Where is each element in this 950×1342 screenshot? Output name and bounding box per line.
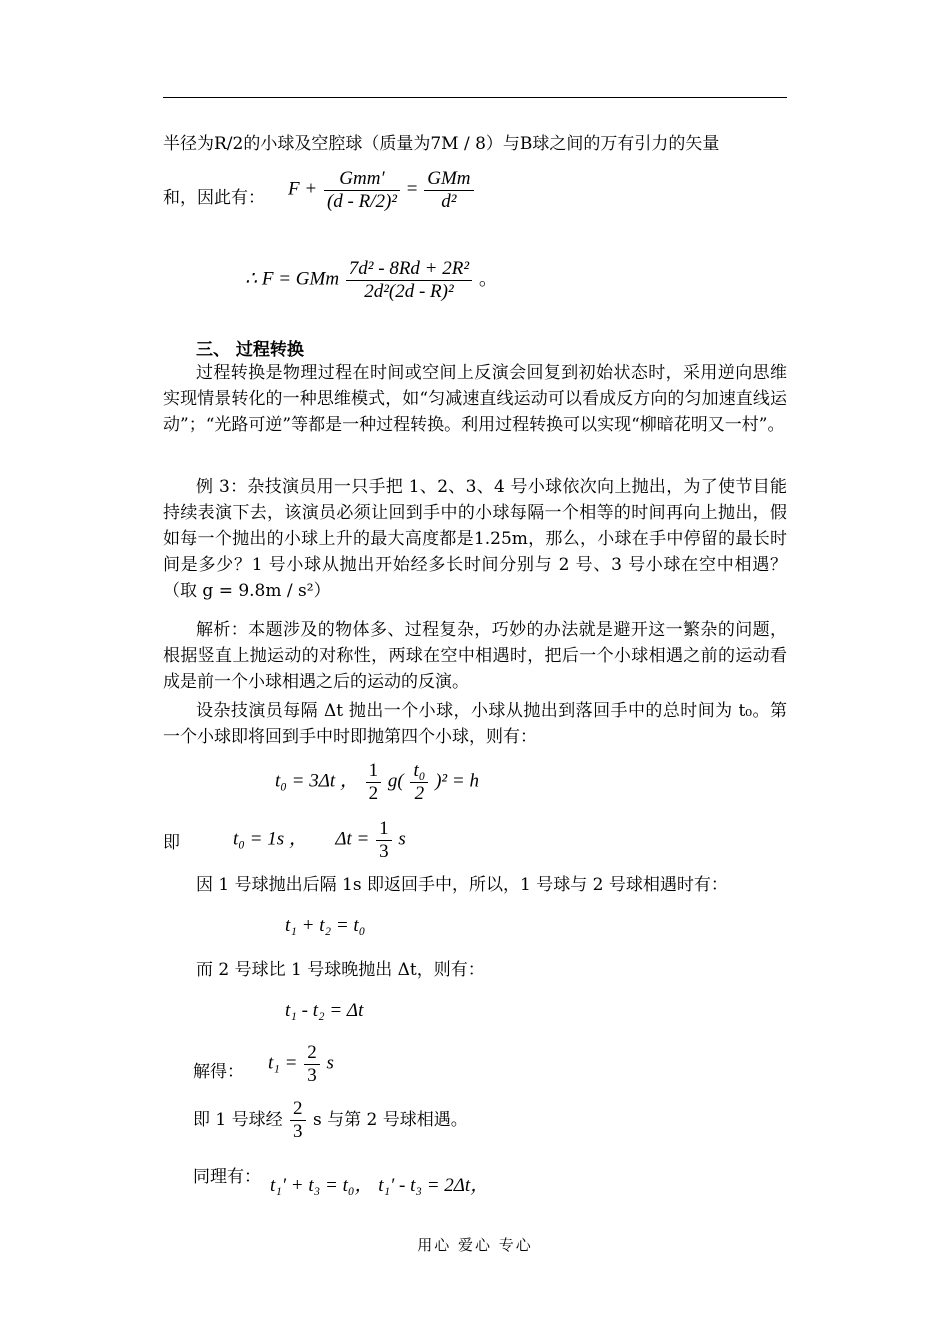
eq1-fraction <box>324 168 400 213</box>
eq4-part-b: Δt = <box>335 828 370 850</box>
text-ball-2: 而 2 号球比 1 号球晚抛出 Δt，则有： <box>196 960 485 980</box>
eq1-rhs-fraction <box>424 168 473 213</box>
paragraph-analysis: 解析：本题涉及的物体多、过程复杂，巧妙的办法就是避开这一繁杂的问题，根据竖直上抛运动的对称性，两球在空中相遇时，把后一个小球相遇之前的运动看成是前一个小球相遇之后的运动的反演。 <box>163 620 787 692</box>
eq3-half-denominator: 2 <box>368 782 379 804</box>
paragraph-process-conversion: 过程转换是物理过程在时间或空间上反演会回复到初始状态时，采用逆向思维实现情景转化的一种思维模式，如“匀减速直线运动可以看成反方向的匀加速直线运动”；“光路可逆”等都是一种过程转换。利用过程转换可以实现“柳暗花明又一村”。 <box>163 363 787 435</box>
eq7-numerator: 2 <box>304 1042 320 1065</box>
meet-denominator: 3 <box>293 1120 303 1142</box>
eq7-fraction <box>304 1042 320 1087</box>
equation-3 <box>275 760 479 805</box>
eq4-numerator: 1 <box>376 818 392 841</box>
paragraph-example-3: 例 3：杂技演员用一只手把 1、2、3、4 号小球依次向上抛出，为了使节目能持续表演下去，该演员必须让回到手中的小球每隔一个相等的时间再向上抛出，假如每一个抛出的小球上升的最大高度都是1.25m，那么，小球在手中停留的最长时间是多少？1 号小球从抛出开始经多长时间分别与 2 号、3 号小球在空中相遇？（取 g = 9.8m / s²） <box>163 477 787 601</box>
equation-1 <box>288 168 476 213</box>
equation-8: t₁′ + t₃ = t₀， t₁′ - t₃ = 2Δt， <box>270 1175 490 1196</box>
meet-numerator: 2 <box>290 1098 306 1121</box>
text-because: 因 1 号球抛出后隔 1s 即返回手中，所以，1 号球与 2 号球相遇时有： <box>196 875 728 895</box>
eq3-t-fraction <box>410 760 428 805</box>
eq3-half-numerator: 1 <box>366 760 382 783</box>
eq2-lhs: ∴ F = GMm <box>245 268 340 290</box>
eq2-tail: 。 <box>478 268 498 290</box>
meet-fraction <box>290 1098 306 1143</box>
text-meet <box>193 1098 468 1143</box>
eq4-denominator: 3 <box>379 840 389 862</box>
eq7-part-a: t₁ = <box>268 1052 298 1074</box>
text-meet-a: 即 1 号球经 <box>193 1109 283 1130</box>
eq3-g: g( <box>387 770 404 792</box>
eq2-numerator: 7d² - 8Rd + 2R² <box>346 258 472 281</box>
eq1-equals: = <box>406 178 418 200</box>
text-meet-b: s 与第 2 号球相遇。 <box>312 1109 468 1130</box>
equation-2 <box>245 258 498 303</box>
equation-4 <box>233 818 406 863</box>
header-rule <box>163 97 787 98</box>
equation-7 <box>268 1042 334 1087</box>
label-same: 同理有： <box>193 1167 261 1187</box>
label-solve: 解得： <box>193 1062 244 1082</box>
eq1-numerator: Gmm′ <box>324 168 400 191</box>
eq1-lhs: F + <box>288 178 318 200</box>
text-line-1: 半径为R/2的小球及空腔球（质量为7M / 8）与B球之间的万有引力的矢量 <box>163 134 720 154</box>
eq4-part-a: t₀ = 1s ， <box>233 828 308 850</box>
eq7-denominator: 3 <box>307 1064 317 1086</box>
text-line-2: 和，因此有： <box>163 188 265 208</box>
equation-5: t₁ + t₂ = t₀ <box>285 915 366 936</box>
eq3-t-denominator: 2 <box>414 782 425 804</box>
eq4-fraction <box>376 818 392 863</box>
page-footer: 用心 爱心 专心 <box>417 1236 533 1254</box>
eq3-half <box>366 760 382 805</box>
paragraph-setup: 设杂技演员每隔 Δt 抛出一个小球，小球从抛出到落回手中的总时间为 t₀。第一个小球即将回到手中时即抛第四个小球，则有： <box>163 701 787 747</box>
eq7-unit: s <box>326 1052 334 1074</box>
section-heading: 三、 过程转换 <box>196 340 304 360</box>
eq1-rhs-denominator: d² <box>441 190 457 212</box>
eq3-tail: )² = h <box>435 770 479 792</box>
equation-6: t₁ - t₂ = Δt <box>285 1000 364 1021</box>
eq3-part-a: t₀ = 3Δt ， <box>275 770 359 792</box>
label-ji: 即 <box>163 833 180 853</box>
eq1-rhs-numerator: GMm <box>424 168 473 191</box>
eq1-denominator: (d - R/2)² <box>326 190 397 212</box>
eq3-t-numerator: t₀ <box>410 760 428 783</box>
eq4-unit: s <box>398 828 406 850</box>
eq2-denominator: 2d²(2d - R)² <box>364 280 454 302</box>
eq2-fraction <box>346 258 472 303</box>
